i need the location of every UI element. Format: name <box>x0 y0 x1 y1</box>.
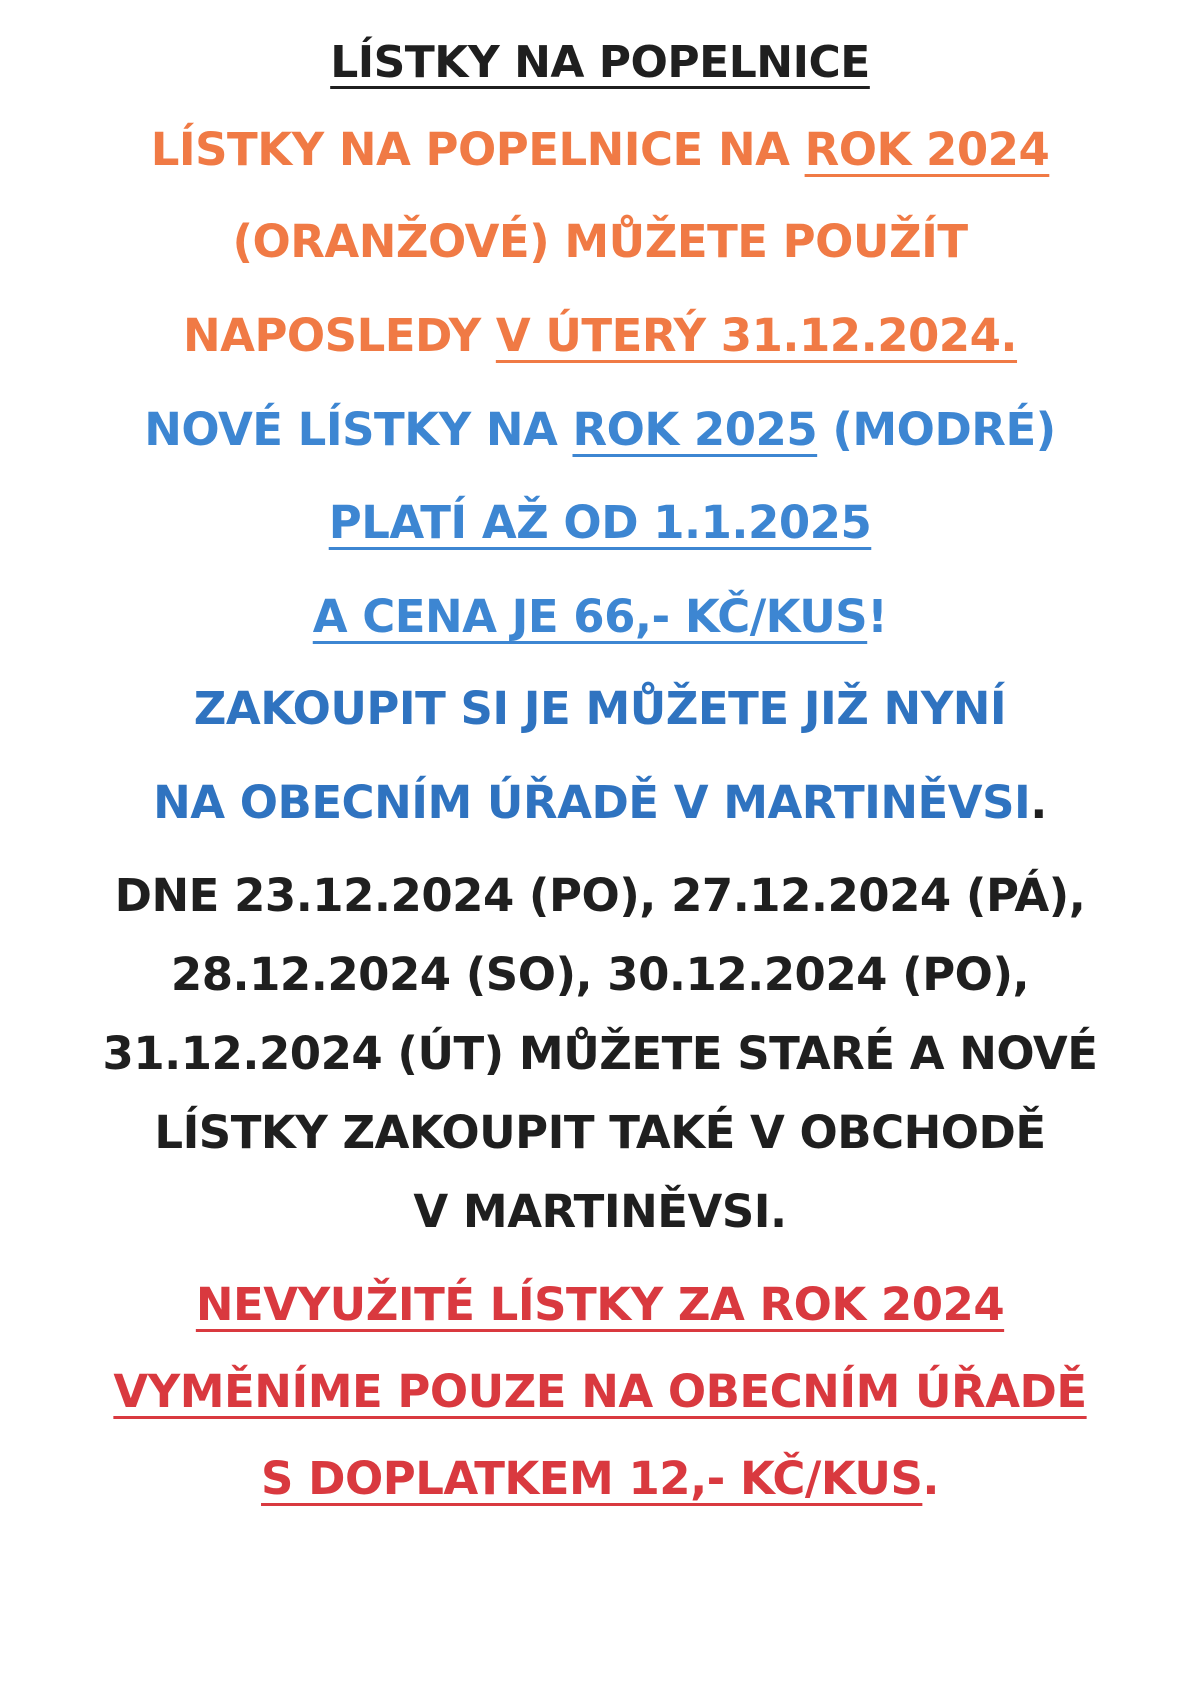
orange-line-3-date: V ÚTERÝ 31.12.2024. <box>495 309 1018 362</box>
blue-line-4-text: ZAKOUPIT SI JE MŮŽETE JIŽ NYNÍ <box>193 682 1007 735</box>
red-line-3 <box>0 1449 1200 1509</box>
blue-line-5-period: . <box>1030 776 1047 829</box>
dates-line-4-text: LÍSTKY ZAKOUPIT TAKÉ V OBCHODĚ <box>154 1106 1046 1159</box>
blue-line-3 <box>0 587 1200 647</box>
blue-line-1-color: (MODRÉ) <box>817 403 1056 456</box>
blue-line-3-price: A CENA JE 66,- KČ/KUS <box>312 590 868 643</box>
blue-line-1-year: ROK 2025 <box>572 403 818 456</box>
blue-line-1-text: NOVÉ LÍSTKY NA <box>144 403 573 456</box>
orange-line-3 <box>0 306 1200 366</box>
orange-line-1-year: ROK 2024 <box>804 123 1050 176</box>
red-line-2 <box>0 1362 1200 1422</box>
dates-line-4 <box>0 1103 1200 1163</box>
blue-line-1 <box>0 400 1200 460</box>
dates-line-3 <box>0 1024 1200 1084</box>
orange-line-1-text: LÍSTKY NA POPELNICE NA <box>150 123 805 176</box>
dates-line-5 <box>0 1182 1200 1242</box>
blue-line-2-text: PLATÍ AŽ OD 1.1.2025 <box>328 496 872 549</box>
dates-line-1 <box>0 866 1200 926</box>
orange-line-1 <box>0 120 1200 180</box>
dates-line-2 <box>0 945 1200 1005</box>
red-line-3-text: S DOPLATKEM 12,- KČ/KUS <box>261 1452 923 1505</box>
notice-title <box>0 33 1200 93</box>
orange-line-2-text: (ORANŽOVÉ) MŮŽETE POUŽÍT <box>232 215 968 268</box>
red-line-2-text: VYMĚNÍME POUZE NA OBECNÍM ÚŘADĚ <box>113 1365 1087 1418</box>
red-line-1 <box>0 1275 1200 1335</box>
blue-line-5 <box>0 773 1200 833</box>
dates-line-1-text: DNE 23.12.2024 (PO), 27.12.2024 (PÁ), <box>114 869 1086 922</box>
red-line-1-text: NEVYUŽITÉ LÍSTKY ZA ROK 2024 <box>195 1278 1005 1331</box>
orange-line-2 <box>0 212 1200 272</box>
blue-line-2 <box>0 493 1200 553</box>
blue-line-4 <box>0 679 1200 739</box>
title-text: LÍSTKY NA POPELNICE <box>330 37 870 88</box>
dates-line-2-text: 28.12.2024 (SO), 30.12.2024 (PO), <box>170 948 1030 1001</box>
red-line-3-period: . <box>922 1452 939 1505</box>
dates-line-5-text: V MARTINĚVSI. <box>413 1185 787 1238</box>
dates-line-3-text: 31.12.2024 (ÚT) MŮŽETE STARÉ A NOVÉ <box>102 1027 1098 1080</box>
orange-line-3-text: NAPOSLEDY <box>182 309 496 362</box>
blue-line-3-mark: ! <box>867 590 888 643</box>
blue-line-5-text: NA OBECNÍM ÚŘADĚ V MARTINĚVSI <box>153 776 1031 829</box>
